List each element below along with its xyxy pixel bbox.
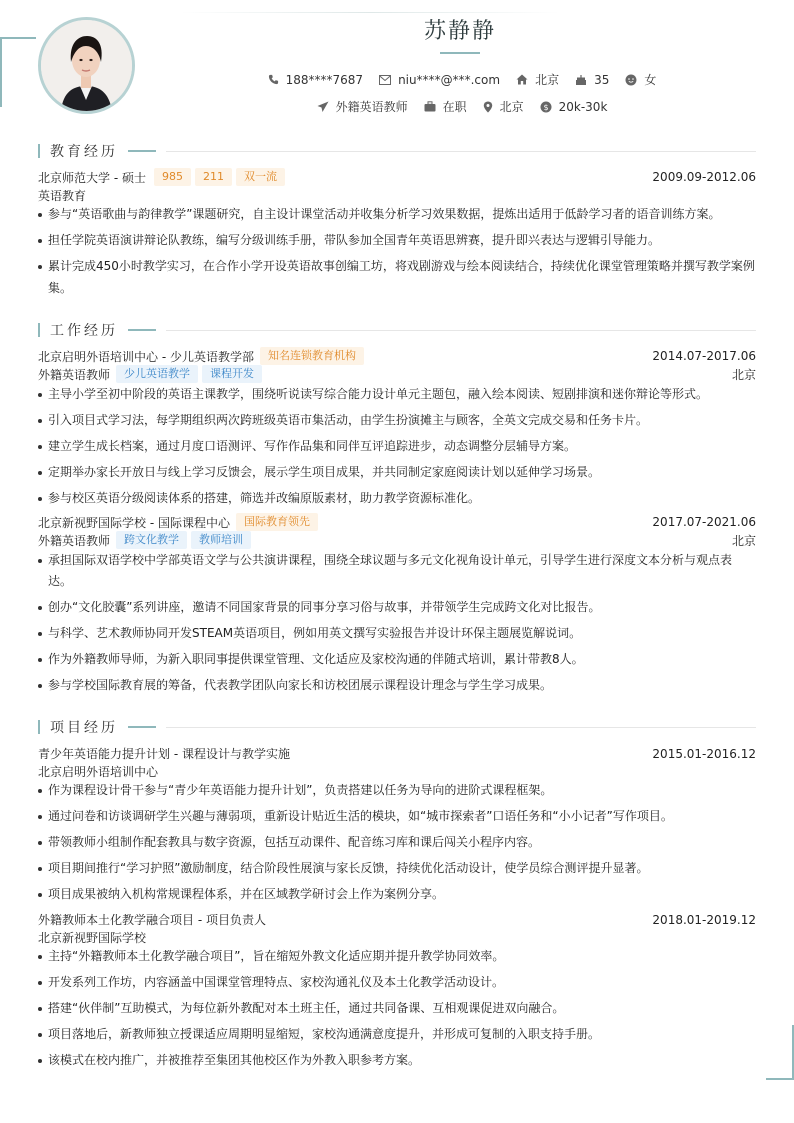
section-label: 项目经历 — [50, 720, 118, 736]
work-bullet: 定期举办家长开放日与线上学习反馈会，展示学生项目成果，并共同制定家庭阅读计划以延伸学习场景。 — [38, 462, 756, 482]
section-rule — [166, 727, 756, 728]
project-bullet: 通过问卷和访谈调研学生兴趣与薄弱项，重新设计贴近生活的模块，如“城市探索者”口语任务和“小小记者”写作项目。 — [38, 806, 756, 826]
project-bullet: 项目成果被纳入机构常规课程体系，并在区域教学研讨会上作为案例分享。 — [38, 884, 756, 904]
education-tag: 双一流 — [236, 168, 285, 186]
work-role-row — [38, 365, 756, 383]
project-title: 青少年英语能力提升计划 - 课程设计与教学实施 — [38, 747, 290, 761]
work-bullet: 参与学校国际教育展的筹备，代表教学团队向家长和访校团展示课程设计理念与学生学习成果。 — [38, 675, 756, 695]
project-bullet: 作为课程设计骨干参与“青少年英语能力提升计划”，负责搭建以任务为导向的进阶式课程框架。 — [38, 780, 756, 800]
company-tag: 知名连锁教育机构 — [260, 347, 364, 365]
job-item — [317, 98, 408, 115]
section-dash — [128, 329, 156, 331]
status-item — [424, 98, 467, 115]
location-pin-icon — [483, 101, 493, 113]
send-icon — [317, 101, 329, 113]
project-bullet: 开发系列工作坊，内容涵盖中国课堂管理特点、家校沟通礼仪及本土化教学活动设计。 — [38, 972, 756, 992]
section-title-work — [38, 320, 756, 340]
education-dates: 2009.09-2012.06 — [652, 170, 756, 184]
svg-text:$: $ — [543, 102, 549, 112]
education-bullet: 累计完成450小时教学实习，在合作小学开设英语故事创编工坊，将戏剧游戏与绘本阅读结合，持续优化课堂管理策略并撰写教学案例 — [38, 256, 756, 276]
section-label: 工作经历 — [50, 323, 118, 339]
project-dates: 2018.01-2019.12 — [652, 912, 756, 927]
work-bullet: 与科学、艺术教师协同开发STEAM英语项目，例如用英文撰写实验报告并设计环保主题展览解说词。 — [38, 623, 756, 643]
section-bar — [38, 144, 40, 158]
project-dates: 2015.01-2016.12 — [652, 746, 756, 761]
corner-decoration-top-left — [0, 37, 36, 107]
email-icon — [379, 75, 391, 85]
avatar — [38, 17, 135, 114]
section-rule — [166, 151, 756, 152]
project-bullet: 项目落地后，新教师独立授课适应周期明显缩短，家校沟通满意度提升，并形成可复制的入职支持手册。 — [38, 1024, 756, 1044]
smile-icon — [625, 74, 637, 86]
city-item — [516, 71, 559, 88]
age-value: 35 — [594, 72, 610, 87]
work-bullet: 建立学生成长档案，通过月度口语测评、写作作品集和同伴互评追踪进步，动态调整分层辅导方案。 — [38, 436, 756, 456]
salary-value: 20k-30k — [558, 99, 608, 114]
project-org: 北京启明外语培训中心 — [38, 765, 159, 779]
home-icon — [516, 74, 528, 85]
education-bullet-cont: 集。 — [48, 281, 73, 295]
phone-icon — [268, 74, 279, 85]
section-bar — [38, 323, 40, 337]
money-icon — [540, 101, 552, 113]
project-bullet: 项目期间推行“学习护照”激励制度，结合阶段性展演与家长反馈，持续优化活动设计，使学员综合测评提升显著。 — [38, 858, 756, 878]
work-bullet: 创办“文化胶囊”系列讲座，邀请不同国家背景的同事分享习俗与故事，并带领学生完成跨文化对比报告。 — [38, 597, 756, 617]
status-value: 在职 — [442, 100, 467, 114]
email-item — [379, 73, 500, 87]
work-bullet-cont: 达。 — [48, 574, 73, 588]
role-tag: 课程开发 — [202, 365, 262, 383]
section-rule — [166, 330, 756, 331]
work-role: 外籍英语教师 — [38, 533, 111, 548]
project-org: 北京新视野国际学校 — [38, 931, 147, 945]
section-dash — [128, 726, 156, 728]
work-bullet: 引入项目式学习法，每学期组织两次跨班级英语市集活动，由学生扮演摊主与顾客，全英文完成交易和任务卡片。 — [38, 410, 756, 430]
section-dash — [128, 150, 156, 152]
section-title-project — [38, 717, 756, 737]
project-header — [38, 745, 756, 762]
section-label: 教育经历 — [50, 144, 118, 160]
avatar-photo — [41, 20, 132, 111]
phone-number: 188****7687 — [285, 72, 364, 87]
job-intent-row — [122, 98, 794, 115]
city-value: 北京 — [535, 73, 560, 87]
work-bullet: 承担国际双语学校中学部英语文学与公共演讲课程，围绕全球议题与多元文化视角设计单元，引导学生进行深度文本分析与观点表 — [38, 550, 756, 570]
corner-decoration-bottom-right — [766, 1025, 794, 1080]
work-role: 外籍英语教师 — [38, 367, 111, 382]
work-city: 北京 — [731, 367, 756, 382]
role-tag: 少儿英语教学 — [116, 365, 198, 383]
education-school: 北京师范大学 - 硕士 — [38, 170, 146, 185]
work-dates: 2017.07-2021.06 — [652, 515, 756, 529]
education-tag: 211 — [195, 168, 232, 186]
salary-item — [540, 100, 608, 114]
gender-item — [625, 71, 656, 88]
job-title: 外籍英语教师 — [335, 100, 408, 114]
work-bullet: 参与校区英语分级阅读体系的搭建，筛选并改编原版素材，助力教学资源标准化。 — [38, 488, 756, 508]
education-bullet: 参与“英语歌曲与韵律教学”课题研究，自主设计课堂活动并收集分析学习效果数据，提炼出适用于低龄学习者的语音训练方案。 — [38, 204, 756, 224]
header-top-line — [180, 12, 560, 13]
candidate-name: 苏静静 — [423, 19, 496, 44]
location-value: 北京 — [499, 100, 524, 114]
section-title-education — [38, 141, 756, 161]
company-tag: 国际教育领先 — [236, 513, 318, 531]
name-underline — [440, 52, 480, 54]
project-bullet: 搭建“伙伴制”互助模式，为每位新外教配对本土班主任，通过共同备课、互相观课促进双向融合。 — [38, 998, 756, 1018]
work-company: 北京新视野国际学校 - 国际课程中心 — [38, 515, 230, 530]
project-bullet: 该模式在校内推广，并被推荐至集团其他校区作为外教入职参考方案。 — [38, 1050, 756, 1070]
role-tag: 教师培训 — [191, 531, 251, 549]
phone-item — [268, 73, 363, 87]
education-major: 英语教育 — [38, 189, 87, 203]
cake-icon — [575, 74, 587, 86]
project-title: 外籍教师本土化教学融合项目 - 项目负责人 — [38, 913, 266, 927]
education-tag: 985 — [154, 168, 191, 186]
education-header — [38, 168, 756, 186]
project-bullet: 带领教师小组制作配套教具与数字资源，包括互动课件、配音练习库和课后闯关小程序内容。 — [38, 832, 756, 852]
work-city: 北京 — [731, 533, 756, 548]
age-item — [575, 73, 609, 87]
project-bullet: 主持“外籍教师本土化教学融合项目”，旨在缩短外教文化适应期并提升教学协同效率。 — [38, 946, 756, 966]
work-company: 北京启明外语培训中心 - 少儿英语教学部 — [38, 349, 254, 364]
role-tag: 跨文化教学 — [116, 531, 187, 549]
briefcase-icon — [424, 101, 436, 112]
work-header — [38, 513, 756, 531]
location-item — [483, 98, 524, 115]
work-bullet: 主导小学至初中阶段的英语主课教学，围绕听说读写综合能力设计单元主题包，融入绘本阅读、短剧排演和迷你辩论等形式。 — [38, 384, 756, 404]
work-dates: 2014.07-2017.06 — [652, 349, 756, 363]
email-address: niu****@***.com — [398, 72, 501, 87]
work-bullet: 作为外籍教师导师，为新入职同事提供课堂管理、文化适应及家校沟通的伴随式培训，累计带教8人。 — [38, 649, 756, 669]
contact-row — [122, 71, 794, 88]
work-role-row — [38, 531, 756, 549]
project-header — [38, 911, 756, 928]
education-bullet: 担任学院英语演讲辩论队教练，编写分级训练手册，带队参加全国青年英语思辨赛，提升即兴表达与逻辑引导能力。 — [38, 230, 756, 250]
gender-value: 女 — [644, 73, 657, 87]
work-header — [38, 347, 756, 365]
section-bar — [38, 720, 40, 734]
